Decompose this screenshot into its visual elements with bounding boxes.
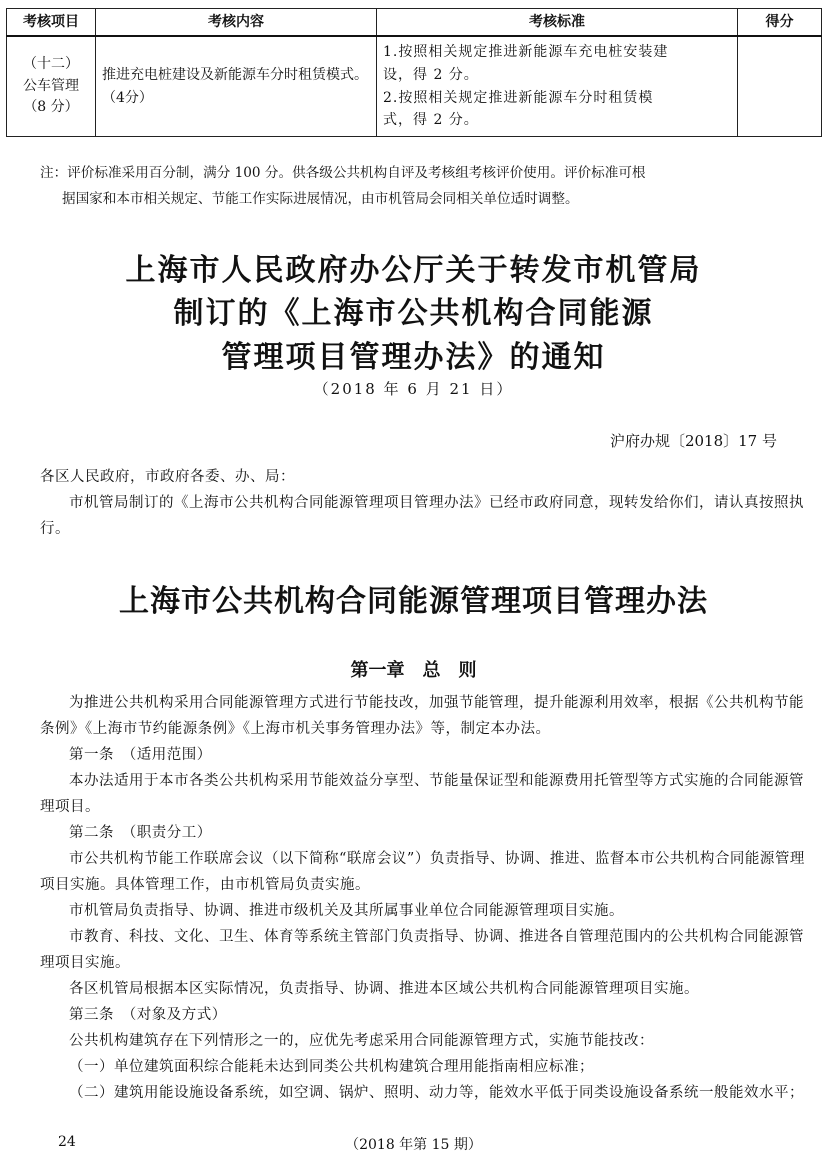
- standard-line: 设，得 2 分。: [383, 66, 479, 83]
- notice-title-line: 上海市人民政府办公厅关于转发市机管局: [125, 253, 702, 288]
- notice-date: （2018 年 6 月 21 日）: [313, 380, 514, 398]
- document-number: 沪府办规〔2018〕17 号: [609, 432, 777, 450]
- item-line: （8 分）: [23, 99, 79, 116]
- notice-title-line: 制订的《上海市公共机构合同能源: [173, 296, 654, 331]
- note-line: 据国家和本市相关规定、节能工作实际进展情况，由市机管局会同相关单位适时调整。: [62, 191, 579, 207]
- header-score: 得分: [738, 9, 822, 37]
- article-paragraph: 市机管局负责指导、协调、推进市级机关及其所属事业单位合同能源管理项目实施。: [69, 903, 624, 919]
- header-standard: 考核标准: [377, 9, 738, 37]
- article-paragraph: 市公共机构节能工作联席会议（以下简称“联席会议”）负责指导、协调、推进、监督本市公共机构合同能源管理项目实施。具体管理工作，由市机管局负责实施。: [40, 851, 805, 893]
- evaluation-note: [40, 160, 810, 212]
- table-header-row: [7, 9, 822, 37]
- item-line: 公车管理: [23, 77, 79, 94]
- header-item: 考核项目: [7, 9, 96, 37]
- article-paragraph: 公共机构建筑存在下列情形之一的，应优先考虑采用合同能源管理方式，实施节能技改：: [69, 1033, 654, 1049]
- notice-body: 市机管局制订的《上海市公共机构合同能源管理项目管理办法》已经市政府同意，现转发给你们，请认真按照执行。: [40, 495, 804, 537]
- article-heading: 第一条 （适用范围）: [69, 747, 212, 763]
- measures-body: [40, 690, 818, 1106]
- item-cell: [7, 36, 96, 136]
- article-item: （二）建筑用能设施设备系统，如空调、锅炉、照明、动力等，能效水平低于同类设施设备系统一般能效水平；: [69, 1085, 804, 1101]
- article-heading: 第二条 （职责分工）: [69, 825, 212, 841]
- standard-line: 2.按照相关规定推进新能源车分时租赁模: [383, 89, 654, 106]
- article-paragraph: 各区机管局根据本区实际情况，负责指导、协调、推进本区域公共机构合同能源管理项目实施。: [69, 981, 699, 997]
- score-cell: [738, 36, 822, 136]
- article-item: （一）单位建筑面积综合能耗未达到同类公共机构建筑合理用能指南相应标准；: [69, 1059, 594, 1075]
- recipients: 各区人民政府，市政府各委、办、局：: [40, 469, 295, 485]
- article-paragraph: 市教育、科技、文化、卫生、体育等系统主管部门负责指导、协调、推进各自管理范围内的公共机构合同能源管理项目实施。: [40, 929, 804, 971]
- intro-paragraph: 为推进公共机构采用合同能源管理方式进行节能技改，加强节能管理，提升能源利用效率，根据《公共机构节能条例》《上海市节约能源条例》《上海市机关事务管理办法》等，制定本办法。: [40, 695, 804, 737]
- page-number: 24: [58, 1134, 76, 1150]
- content-cell: 推进充电桩建设及新能源车分时租赁模式。（4分）: [96, 36, 377, 136]
- standard-line: 1.按照相关规定推进新能源车充电桩安装建: [383, 44, 669, 61]
- header-content: 考核内容: [96, 9, 377, 37]
- standard-cell: [377, 36, 738, 136]
- item-line: （十二）: [23, 56, 79, 73]
- article-paragraph: 本办法适用于本市各类公共机构采用节能效益分享型、节能量保证型和能源费用托管型等方式实施的合同能源管理项目。: [40, 773, 804, 815]
- issue-label: （2018 年第 15 期）: [345, 1137, 482, 1153]
- chapter-heading: 第一章 总 则: [350, 660, 477, 681]
- assessment-table: [6, 8, 822, 137]
- measures-title: 上海市公共机构合同能源管理项目管理办法: [119, 584, 708, 619]
- article-heading: 第三条 （对象及方式）: [69, 1007, 227, 1023]
- notice-title-line: 管理项目管理办法》的通知: [221, 340, 606, 375]
- table-row: [7, 36, 822, 136]
- standard-line: 式，得 2 分。: [383, 112, 479, 129]
- note-line: 注：评价标准采用百分制，满分 100 分。供各级公共机构自评及考核组考核评价使用。评价标准可根: [40, 165, 646, 181]
